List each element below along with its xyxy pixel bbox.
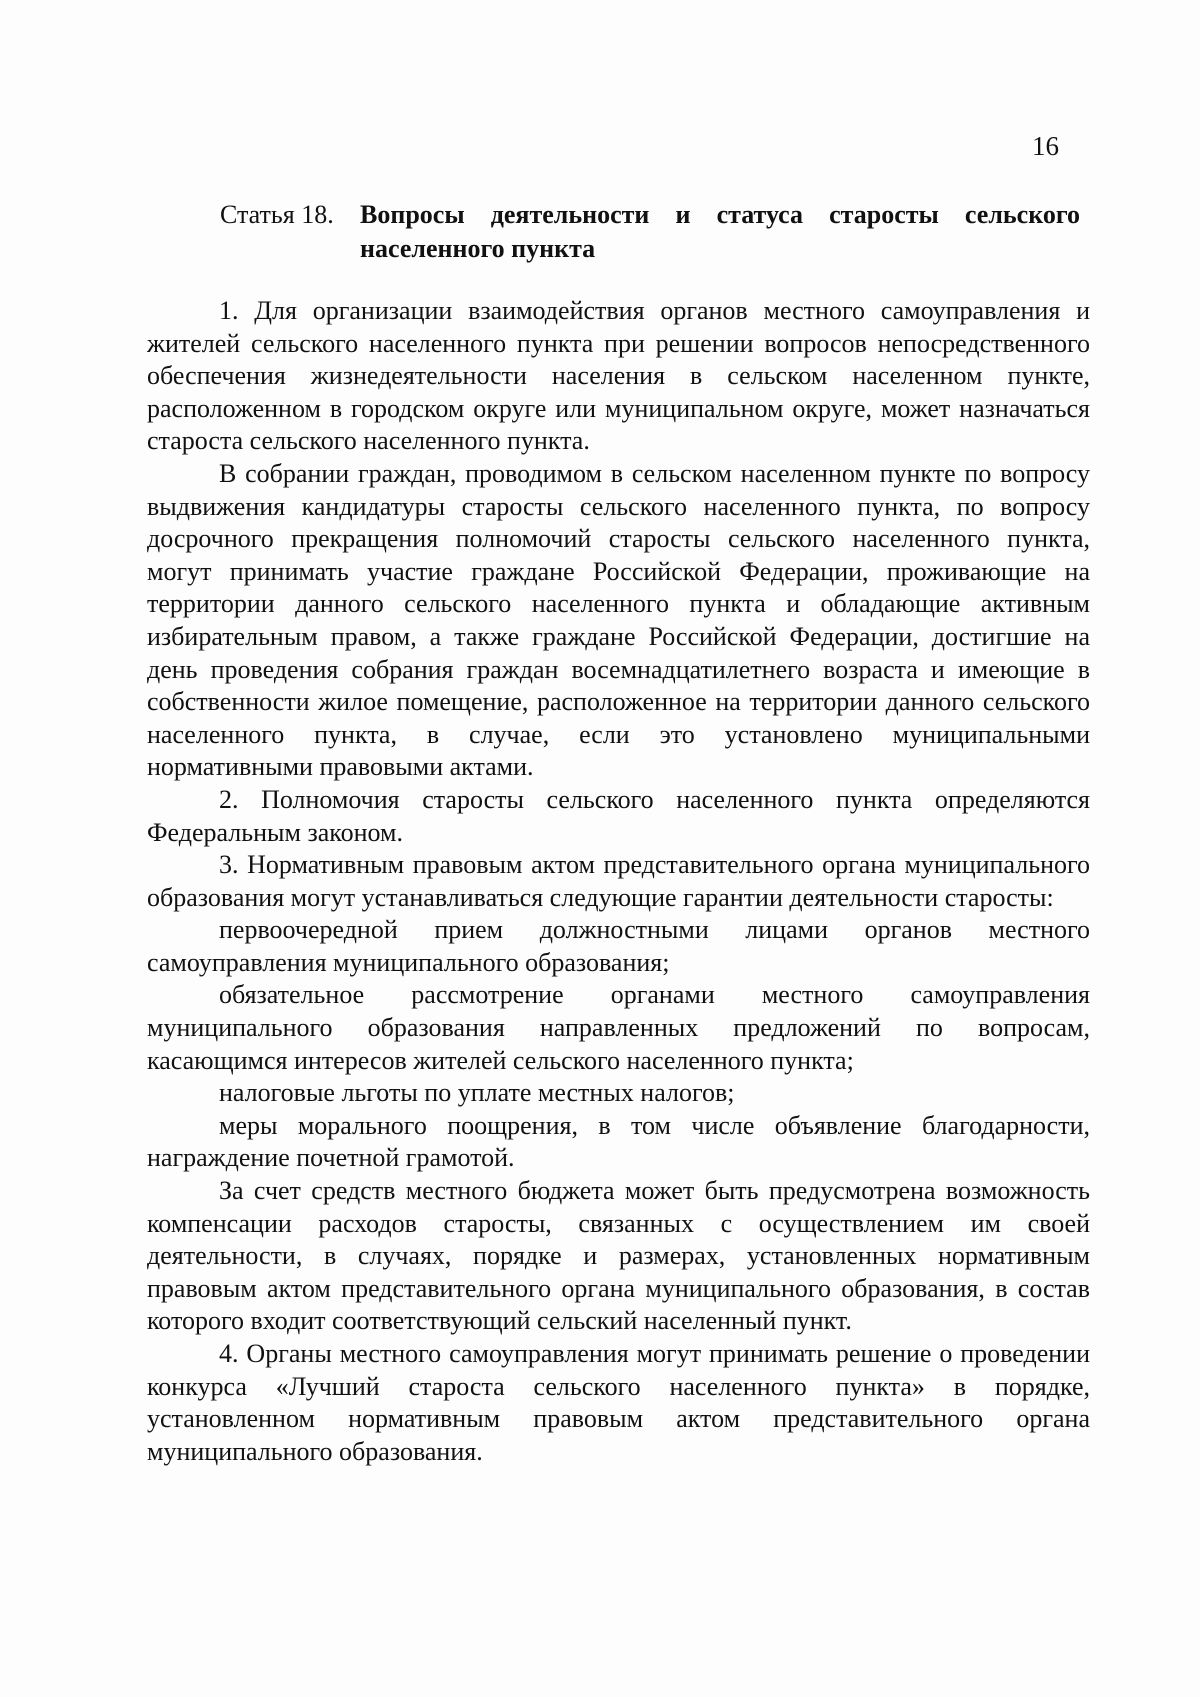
paragraph-6: обязательное рассмотрение органами местного самоуправления муниципального образования направленных предложений по вопросам, касающимся интересов жителей сельского населенного пункта; <box>147 980 1090 1075</box>
paragraph-9: За счет средств местного бюджета может быть предусмотрена возможность компенсации расходов старосты, связанных с осуществлением им своей деятельности, в случаях, порядке и размерах, установленных нормативным правовым актом представительного органа муниципального образования, в состав которого входит соответствующий сельский населенный пункт. <box>147 1176 1090 1336</box>
article-number: Статья 18. <box>220 200 334 229</box>
article-body <box>147 295 1090 1468</box>
paragraph-8: меры морального поощрения, в том числе объявление благодарности, награждение почетной грамотой. <box>147 1110 1090 1173</box>
paragraph-1: 1. Для организации взаимодействия органов местного самоуправления и жителей сельского населенного пункта при решении вопросов непосредственного обеспечения жизнедеятельности населения в сельском населенном пункте, расположенном в городском округе или муниципальном округе, может назначаться староста сельского населенного пункта. <box>147 296 1090 456</box>
article-heading <box>220 198 1090 266</box>
page-number: 16 <box>1032 131 1059 161</box>
paragraph-7: налоговые льготы по уплате местных налогов; <box>219 1078 735 1108</box>
paragraph-10: 4. Органы местного самоуправления могут принимать решение о проведении конкурса «Лучший староста сельского населенного пункта» в порядке, установленном нормативным правовым актом представительного органа муниципального образования. <box>147 1339 1090 1466</box>
paragraph-5: первоочередной прием должностными лицами органов местного самоуправления муниципального образования; <box>147 915 1090 977</box>
paragraph-4: 3. Нормативным правовым актом представительного органа муниципального образования могут устанавливаться следующие гарантии деятельности старосты: <box>147 850 1090 912</box>
paragraph-3: 2. Полномочия старосты сельского населенного пункта определяются Федеральным законом. <box>147 784 1090 847</box>
paragraph-2: В собрании граждан, проводимом в сельском населенном пункте по вопросу выдвижения кандидатуры старосты сельского населенного пункта, по вопросу досрочного прекращения полномочий старосты сельского населенного пункта, могут принимать участие граждане Российской Федерации, проживающие на территории данного сельского населенного пункта и обладающие активным избирательным правом, а также граждане Российской Федерации, достигшие на день проведения собрания граждан восемнадцатилетнего возраста и имеющие в собственности жилое помещение, расположенное на территории данного сельского населенного пункта, в случае, если это установлено муниципальными нормативными правовыми актами. <box>147 458 1090 782</box>
article-title: Вопросы деятельности и статуса старосты сельского населенного пункта <box>360 200 1080 263</box>
